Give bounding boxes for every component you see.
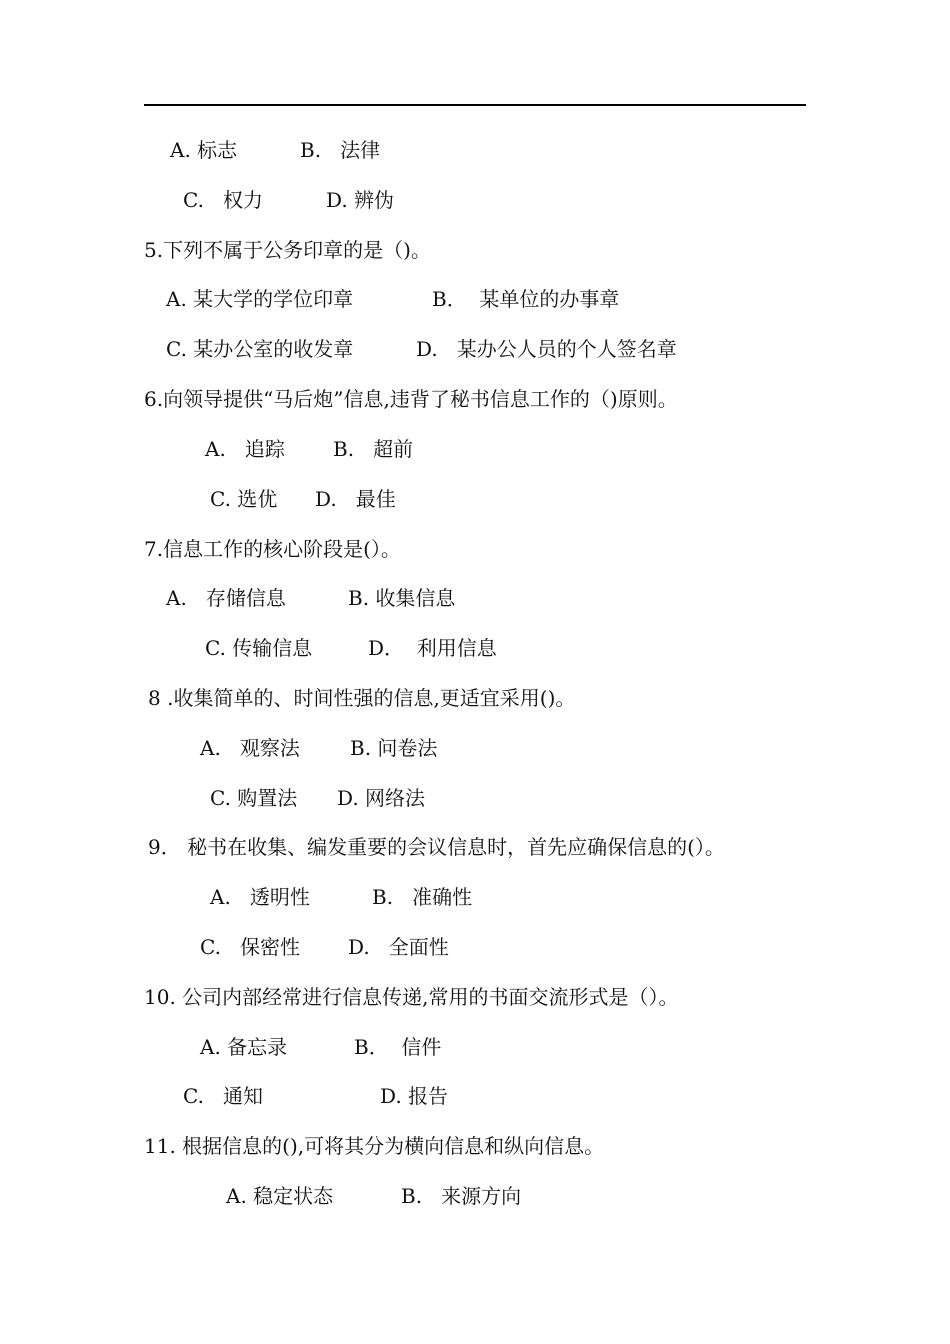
- option-a: A. 存储信息: [166, 586, 286, 610]
- option-a: A. 某大学的学位印章: [166, 287, 354, 311]
- option-c: C. 传输信息: [205, 636, 313, 660]
- option-b: B. 收集信息: [348, 586, 456, 610]
- option-c: C. 权力: [183, 188, 264, 212]
- option-d: D. 报告: [380, 1084, 449, 1108]
- option-c: C. 通知: [183, 1084, 264, 1108]
- option-c: C. 选优: [210, 487, 278, 511]
- question-stem: 7.信息工作的核心阶段是(）。: [144, 537, 401, 561]
- option-a: A. 备忘录: [200, 1035, 288, 1059]
- option-d: D. 全面性: [348, 935, 449, 959]
- option-b: B． 信件: [354, 1035, 442, 1059]
- option-a: A. 透明性: [210, 885, 310, 909]
- option-d: D． 利用信息: [368, 636, 497, 660]
- option-a: A. 稳定状态: [226, 1184, 334, 1208]
- question-stem: 9． 秘书在收集、编发重要的会议信息时，首先应确保信息的(）。: [148, 835, 725, 859]
- question-stem: 10. 公司内部经常进行信息传递,常用的书面交流形式是（）。: [144, 985, 679, 1009]
- option-a: A. 标志: [170, 138, 238, 162]
- option-a: A. 观察法: [200, 736, 300, 760]
- header-rule: [144, 104, 806, 106]
- option-d: D. 网络法: [337, 786, 426, 810]
- option-d: D. 某办公人员的个人签名章: [416, 337, 677, 361]
- option-b: B． 某单位的办事章: [432, 287, 620, 311]
- option-c: C. 某办公室的收发章: [166, 337, 354, 361]
- question-stem: 6.向领导提供“马后炮”信息,违背了秘书信息工作的（)原则。: [144, 387, 678, 411]
- option-b: B. 超前: [333, 437, 414, 461]
- option-d: D. 最佳: [315, 487, 396, 511]
- question-stem: 11. 根据信息的(),可将其分为横向信息和纵向信息。: [144, 1134, 605, 1158]
- question-stem: 8 .收集简单的、时间性强的信息,更适宜采用()。: [148, 686, 576, 710]
- option-a: A. 追踪: [205, 437, 285, 461]
- option-c: C. 保密性: [200, 935, 301, 959]
- option-b: B. 准确性: [372, 885, 473, 909]
- option-d: D. 辨伪: [326, 188, 395, 212]
- option-b: B. 来源方向: [401, 1184, 522, 1208]
- option-b: B. 法律: [300, 138, 381, 162]
- option-c: C. 购置法: [210, 786, 298, 810]
- option-b: B. 问卷法: [350, 736, 438, 760]
- question-stem: 5.下列不属于公务印章的是（)。: [144, 238, 431, 262]
